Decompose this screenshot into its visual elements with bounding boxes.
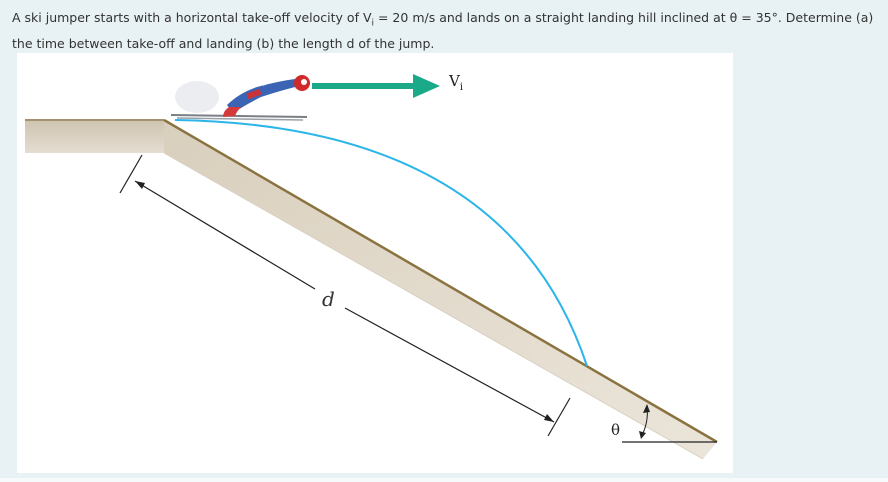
dimension-tick-lower: [548, 398, 570, 436]
landing-hill-top-edge: [164, 120, 717, 442]
figure-panel: [17, 53, 733, 473]
angle-label: θ: [611, 421, 621, 439]
ski-jumper-figure: [175, 75, 310, 117]
problem-text-part1: A ski jumper starts with a horizontal take-off velocity of V: [12, 10, 372, 25]
velocity-label: $V_i$: [449, 72, 464, 93]
dimension-arrowhead-upper: [135, 181, 145, 189]
dimension-line-lower: [345, 308, 554, 422]
distance-dimension: [120, 155, 570, 436]
velocity-arrow: [312, 74, 440, 98]
dimension-tick-upper: [120, 155, 142, 193]
dimension-arrowhead-lower: [544, 414, 554, 422]
bottom-strip: [0, 478, 888, 482]
landing-hill-bottom-edge: [164, 153, 703, 459]
problem-text-subscript: i: [371, 18, 375, 29]
angle-arrowhead-lower: [639, 431, 646, 439]
landing-hill: [164, 120, 717, 459]
ski-left: [171, 115, 307, 117]
ski-jump-diagram: [17, 53, 733, 473]
distance-label: d: [322, 287, 335, 311]
problem-statement: [12, 8, 874, 53]
takeoff-deck: [25, 120, 164, 153]
problem-text-part2: = 20 m/s and lands on a straight landing hill inclined at θ = 35°. Determine (a) the time between take-off and landing (b) the length d of the jump.: [12, 10, 874, 51]
